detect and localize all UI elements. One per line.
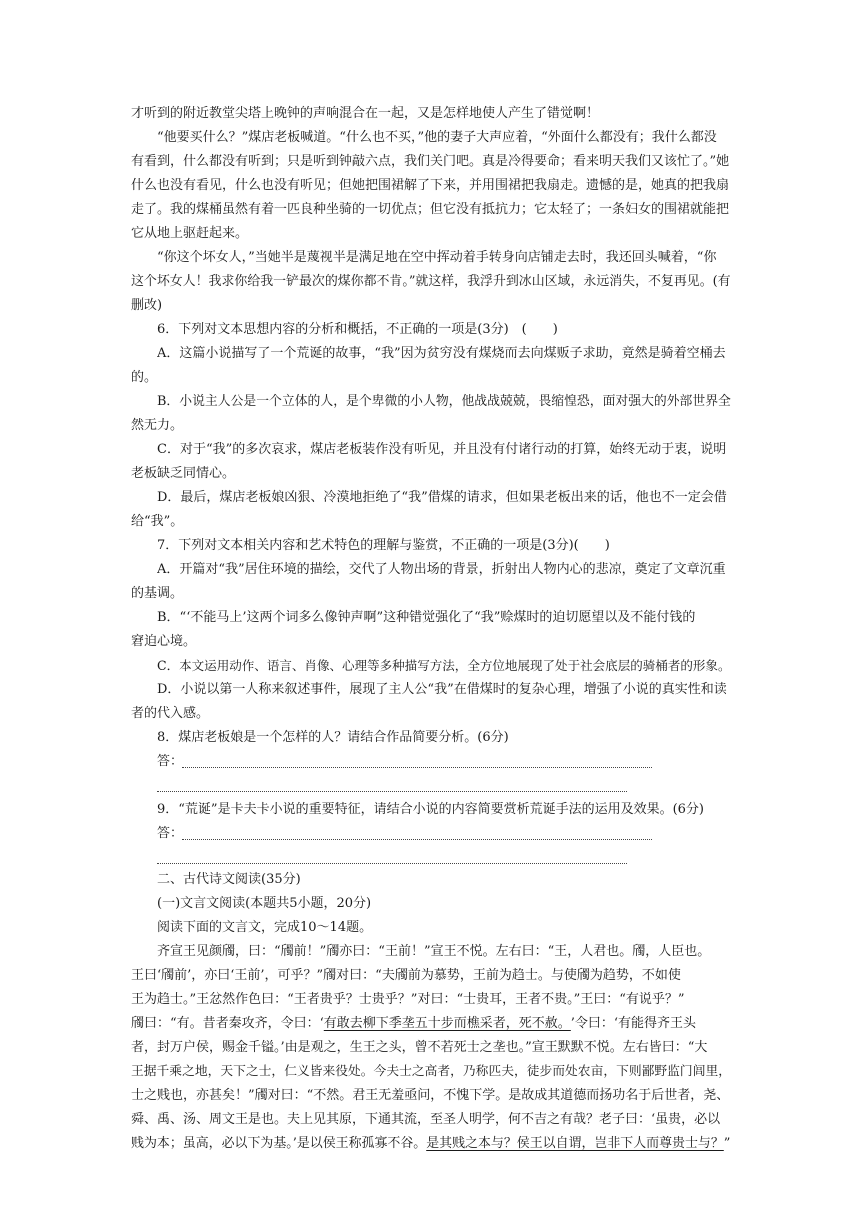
q7-option-d: D．小说以第一人称来叙述事件，展现了主人公“我”在借煤时的复杂心理，增强了小说的真实性和读	[157, 682, 727, 697]
story-line: 才听到的附近教堂尖塔上晚钟的声响混合在一起，又是怎样地使人产生了错觉啊！	[131, 106, 600, 121]
q6-option-b: B．小说主人公是一个立体的人，是个卑微的小人物，他战战兢兢，畏缩惶恐，面对强大的外部世界全	[157, 394, 731, 409]
classical-text-line: 斶曰：“有。昔者秦攻齐，令曰：‘有敢去柳下季垄五十步而樵采者，死不赦。’令曰：‘有能得齐王头	[131, 1012, 731, 1036]
classical-text-line: 者，封万户侯，赐金千镒。’由是观之，生王之头，曾不若死士之垄也。”宣王默默不悦。左右皆曰：“大	[131, 1040, 708, 1055]
q6-option-b-cont: 然无力。	[131, 418, 184, 433]
q6-option-a-cont: 的。	[131, 370, 158, 385]
classical-text-line: 士之贱也，亦甚矣！”斶对曰：“不然。君王无羞亟问，不愧下学。是故成其道德而扬功名于后世者，尧、	[131, 1088, 730, 1103]
classical-text-line: 王据千乘之地，天下之士，仁义皆来役处。今夫士之高者，乃称匹夫，徒步而处农亩，下则鄙野监门闾里，	[131, 1064, 731, 1079]
story-line: 什么也没有看见，什么也没有听见；但她把围裙解了下来，并用围裙把我扇走。遗憾的是，她真的把我扇	[131, 178, 730, 193]
question-6-stem: 6．下列对文本思想内容的分析和概括，不正确的一项是(3分) ( )	[157, 322, 558, 337]
q8-answer-line[interactable]	[182, 766, 652, 768]
section-title: 二、古代诗文阅读(35分)	[157, 872, 301, 887]
classical-text-line: 舜、禹、汤、周文王是也。夫上见其原，下通其流，至圣人明学，何不吉之有哉？老子曰：‘虽贵，必以	[131, 1112, 721, 1127]
q8-answer-label: 答：	[157, 754, 184, 769]
q9-answer-line[interactable]	[157, 862, 627, 864]
question-7-stem: 7．下列对文本相关内容和艺术特色的理解与鉴赏，不正确的一项是(3分)( )	[157, 538, 610, 553]
classical-text-line: 贱为本；虽高，必以下为基。’是以侯王称孤寡不谷。是其贱之本与？侯王以自谓，岂非下人而尊贵士与？”	[131, 1132, 731, 1156]
story-line: “他要买什么？”煤店老板喊道。“什么也不买，”他的妻子大声应着，“外面什么都没有；我什么都没	[157, 130, 717, 145]
q6-option-d: D．最后，煤店老板娘凶狠、冷漠地拒绝了“我”借煤的请求，但如果老板出来的话，他也不一定会借	[157, 490, 727, 505]
q6-option-d-cont: 给“我”。	[131, 514, 184, 529]
q7-option-c: C．本文运用动作、语言、肖像、心理等多种描写方法，全方位地展现了处于社会底层的骑桶者的形象。	[157, 658, 731, 673]
q7-option-a: A．开篇对“我”居住环境的描绘，交代了人物出场的背景，折射出人物内心的悲凉，奠定了文章沉重	[157, 562, 726, 577]
q9-answer-line[interactable]	[182, 838, 652, 840]
q7-option-a-cont: 的基调。	[131, 586, 184, 601]
classical-text-line: 王曰‘斶前’，亦曰‘王前’，可乎？”斶对曰：“夫斶前为慕势，王前为趋士。与使斶为趋势，不如使	[131, 968, 681, 983]
question-8-stem: 8．煤店老板娘是一个怎样的人？请结合作品简要分析。(6分)	[157, 730, 509, 745]
q6-option-c: C．对于“我”的多次哀求，煤店老板装作没有听见，并且没有付诸行动的打算，始终无动于衷，说明	[157, 442, 727, 457]
underlined-sentence-1: 有敢去柳下季垄五十步而樵采者，死不赦。	[323, 1016, 571, 1031]
q7-option-d-cont: 者的代入感。	[131, 706, 210, 721]
story-line: 走了。我的煤桶虽然有着一匹良种坐骑的一切优点；但它没有抵抗力；它太轻了；一条妇女的围裙就能把	[131, 202, 730, 217]
section-subtitle: (一)文言文阅读(本题共5小题，20分)	[157, 896, 372, 911]
story-line: “你这个坏女人，”当她半是蔑视半是满足地在空中挥动着手转身向店铺走去时，我还回头喊着，“你	[157, 250, 717, 265]
story-line: 这个坏女人！我求你给我一铲最次的煤你都不肯。”就这样，我浮升到冰山区域，永远消失，不复再见。(有	[131, 274, 731, 289]
q9-answer-label: 答：	[157, 826, 184, 841]
classical-text-line: 齐宣王见颜斶，曰：“斶前！”斶亦曰：“王前！”宣王不悦。左右曰：“王，人君也。斶，人臣也。	[157, 944, 711, 959]
story-line: 它从地上驱赶起来。	[131, 226, 249, 241]
question-9-stem: 9．“荒诞”是卡夫卡小说的重要特征，请结合小说的内容简要赏析荒诞手法的运用及效果。(6分)	[157, 802, 704, 817]
q8-answer-line[interactable]	[157, 790, 627, 792]
q6-option-c-cont: 老板缺乏同情心。	[131, 466, 236, 481]
story-line: 删改)	[131, 298, 163, 313]
q6-option-a: A．这篇小说描写了一个荒诞的故事，“我”因为贫穷没有煤烧而去向煤贩子求助，竟然是骑着空桶去	[157, 346, 726, 361]
classical-text-line: 王为趋士。”王忿然作色曰：“王者贵乎？士贵乎？”对曰：“士贵耳，王者不贵。”王曰：“有说乎？”	[131, 992, 685, 1007]
story-line: 有看到，什么都没有听到；只是听到钟敲六点，我们关门吧。真是冷得要命；看来明天我们又该忙了。”她	[131, 154, 730, 169]
underlined-sentence-2: 是其贱之本与？侯王以自谓，岂非下人而尊贵士与？	[426, 1136, 724, 1151]
q7-option-b-cont: 窘迫心境。	[131, 634, 197, 649]
section-instruction: 阅读下面的文言文，完成10～14题。	[157, 920, 373, 935]
q7-option-b: B．“‘不能马上’这两个词多么像钟声啊”这种错觉强化了“我”赊煤时的迫切愿望以及不能付钱的	[157, 610, 696, 625]
